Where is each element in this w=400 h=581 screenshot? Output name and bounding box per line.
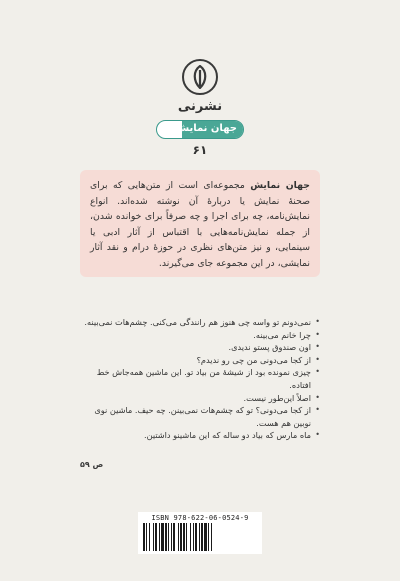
excerpt-line: • چرا خانم می‌بینه. xyxy=(80,329,320,342)
excerpt-line: • ماه مارس که بیاد دو ساله که این ماشینو داشتین. xyxy=(80,429,320,442)
book-excerpt xyxy=(80,316,320,474)
description-text: مجموعه‌ای است از متن‌هایی که برای صحنهٔ نمایش یا دربارهٔ آن نوشته شده‌اند. انواع نمایش‌نامه، چه برای اجرا و چه صرفاً برای خوانده شدن، از جمله نمایش‌نامه‌هایی با اقتباس از آثار ادبی یا سینمایی، و نیز متن‌های نظری در حوزهٔ درام و نقد آثار نمایشی، در این مجموعه جای می‌گیرند. xyxy=(90,180,310,269)
series-badge xyxy=(156,120,244,139)
excerpt-line: • اون صندوق پستو ندیدی. xyxy=(80,341,320,354)
series-label: جهان نمایش xyxy=(175,123,237,134)
excerpt-line: • چیزی نمونده بود از شیشهٔ من بیاد تو. این ماشین همه‌جاش خط افتاده. xyxy=(80,366,320,391)
barcode-bars-icon xyxy=(142,523,258,551)
excerpt-line: • از کجا می‌دونی؟ تو که چشم‌هات نمی‌بینن. چه حیف. ماشین نوی نوبین هم هست. xyxy=(80,404,320,429)
excerpt-line: • اصلاً این‌طور نیست. xyxy=(80,392,320,405)
isbn-barcode xyxy=(138,512,262,554)
publisher-name: نشرنی xyxy=(177,99,223,114)
excerpt-line: • از کجا می‌دونی من چی رو ندیدم؟ xyxy=(80,354,320,367)
description-lead: جهان نمایش xyxy=(250,180,310,191)
publisher-logo-icon xyxy=(182,59,218,95)
excerpt-page-ref: ص ۵۹ xyxy=(80,460,104,469)
isbn-text: ISBN 978-622-06-0524-9 xyxy=(151,514,249,522)
series-description xyxy=(80,170,320,277)
excerpt-line: • نمی‌دونم تو واسه چی هنوز هم رانندگی می‌کنی. چشم‌هات نمی‌بینه. xyxy=(80,316,320,329)
series-number: ۶۱ xyxy=(192,143,208,157)
